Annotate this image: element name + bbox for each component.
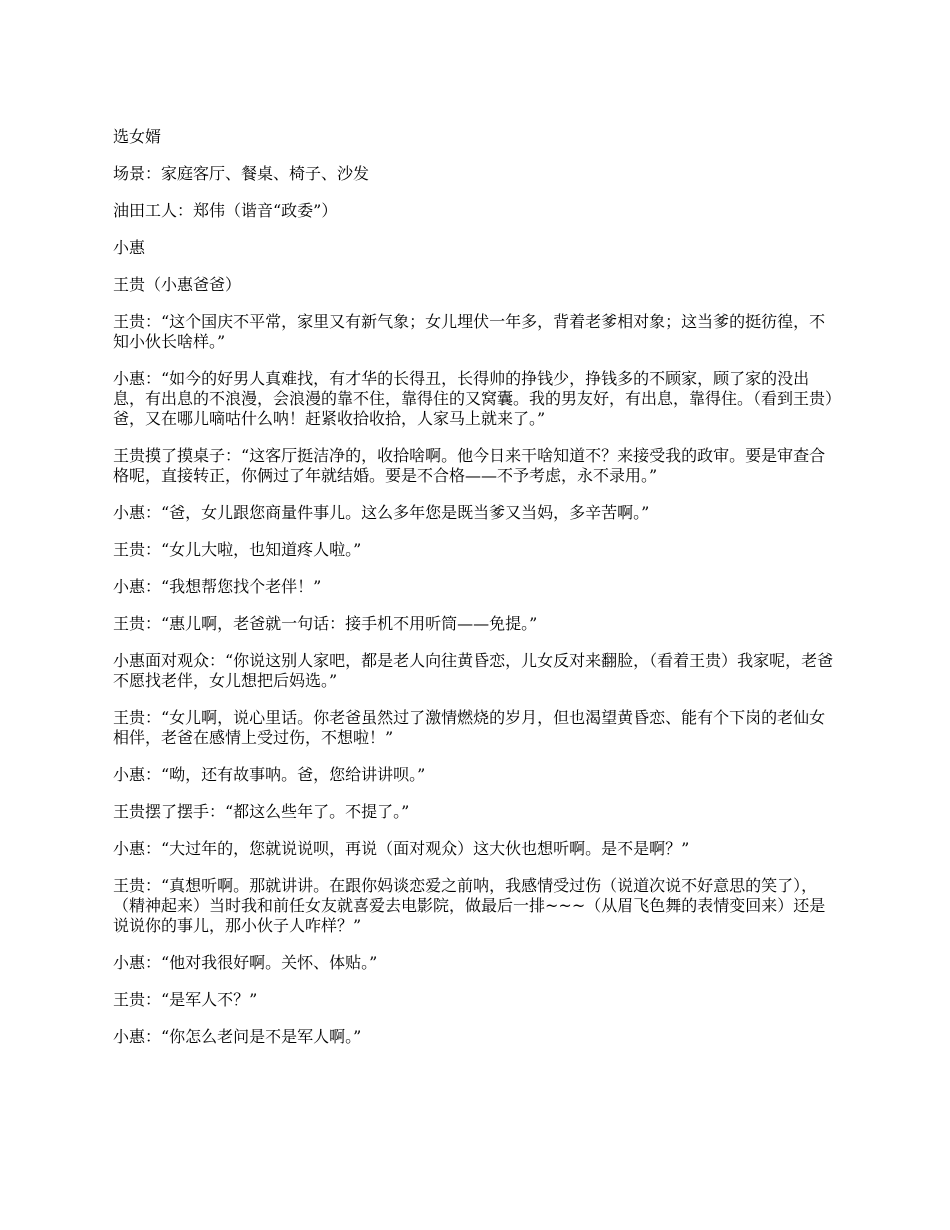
dialogue-paragraph: 小惠：“大过年的，您就说说呗，再说（面对观众）这大伙也想听啊。是不是啊？” [113, 839, 690, 858]
dialogue-paragraph: 小惠：“你怎么老问是不是军人啊。” [113, 1027, 362, 1046]
dialogue-paragraph: 王贵摆了摆手：“都这么些年了。不提了。” [113, 802, 410, 821]
dialogue-paragraph: 小惠：“如今的好男人真难找，有才华的长得丑，长得帅的挣钱少，挣钱多的不顾家，顾了家的没出息，有出息的不浪漫，会浪漫的靠不住，靠得住的又窝囊。我的男友好，有出息，靠得住。（看到王贵）爸，又在哪儿嘀咕什么呐！赶紧收拾收拾，人家马上就来了。” [113, 369, 834, 428]
dialogue-paragraph: 王贵：“女儿啊，说心里话。你老爸虽然过了激情燃烧的岁月，但也渴望黄昏恋、能有个下岗的老仙女相伴，老爸在感情上受过伤，不想啦！” [113, 708, 826, 747]
document-body [113, 127, 840, 1064]
dialogue-paragraph: 王贵：“这个国庆不平常，家里又有新气象；女儿埋伏一年多，背着老爹相对象；这当爹的挺彷徨，不知小伙长啥样。” [113, 312, 826, 351]
dialogue-paragraph: 小惠面对观众：“你说这别人家吧，都是老人向往黄昏恋，儿女反对来翻脸，（看着王贵）我家呢，老爸不愿找老伴，女儿想把后妈选。” [113, 651, 834, 690]
dialogue-paragraph: 王贵摸了摸桌子：“这客厅挺洁净的，收拾啥啊。他今日来干啥知道不？来接受我的政审。要是审查合格呢，直接转正，你俩过了年就结婚。要是不合格——不予考虑，永不录用。” [113, 446, 826, 485]
dialogue-paragraph: 小惠：“爸，女儿跟您商量件事儿。这么多年您是既当爹又当妈，多辛苦啊。” [113, 503, 650, 522]
dialogue-paragraph: 王贵：“惠儿啊，老爸就一句话：接手机不用听筒——免提。” [113, 614, 538, 633]
dialogue-paragraph: 王贵：“女儿大啦，也知道疼人啦。” [113, 540, 362, 559]
dialogue-paragraph: 王贵：“真想听啊。那就讲讲。在跟你妈谈恋爱之前呐，我感情受过伤（说道次说不好意思的笑了），（精神起来）当时我和前任女友就喜爱去电影院，做最后一排~~~（从眉飞色舞的表情变回来）还是说说你的事儿，那小伙子人咋样？” [113, 876, 826, 935]
character-line: 小惠 [113, 238, 146, 257]
scene-line: 场景：家庭客厅、餐桌、椅子、沙发 [113, 164, 370, 183]
dialogue-paragraph: 小惠：“我想帮您找个老伴！” [113, 577, 322, 596]
character-line: 油田工人：郑伟（谐音“政委”） [113, 201, 338, 220]
character-line: 王贵（小惠爸爸） [113, 275, 242, 294]
document-title: 选女婿 [113, 127, 162, 146]
dialogue-paragraph: 小惠：“他对我很好啊。关怀、体贴。” [113, 953, 378, 972]
dialogue-paragraph: 王贵：“是军人不？” [113, 990, 258, 1009]
dialogue-paragraph: 小惠：“呦，还有故事呐。爸，您给讲讲呗。” [113, 765, 426, 784]
